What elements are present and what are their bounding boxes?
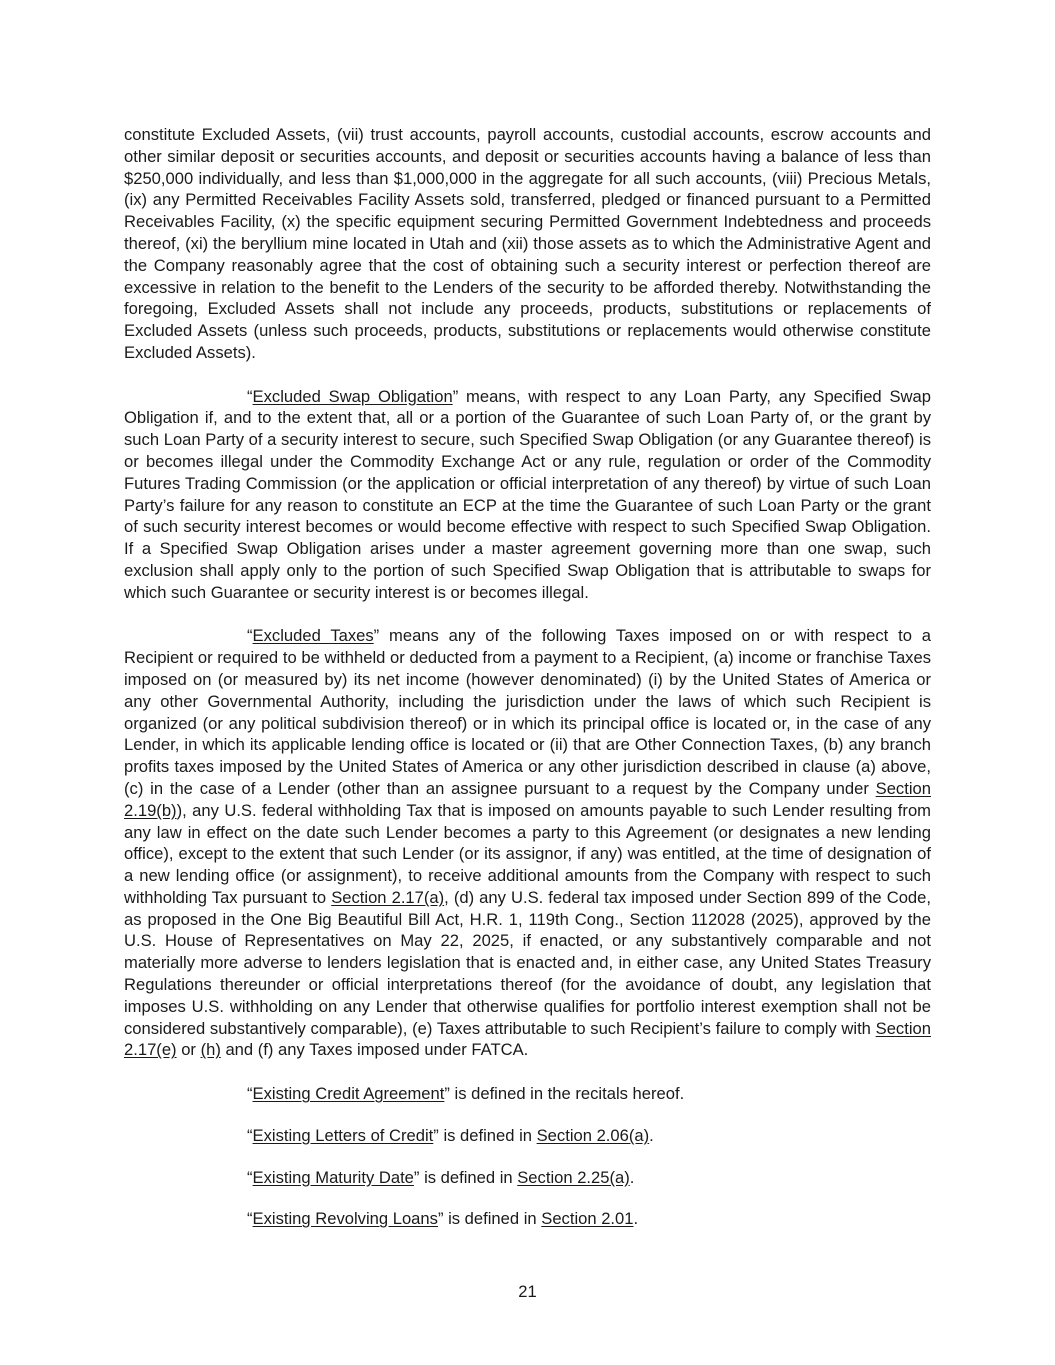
open-quote: “ bbox=[247, 386, 253, 406]
defined-term-excluded-swap-obligation: Excluded Swap Obligation bbox=[252, 386, 453, 406]
section-reference-2-17-e: Section 2.17(e) bbox=[124, 1018, 931, 1060]
sentence-end: . bbox=[649, 1125, 654, 1145]
excluded-assets-continuation: constitute Excluded Assets, (vii) trust accounts, payroll accounts, custodial accounts, escrow accounts and other similar deposit or securities accounts, and deposit or securities accounts having a balance of less than $250,000 individually, and less than $1,000,000 in the aggregate for all such accounts, (viii) Precious Metals, (ix) any Permitted Receivables Facility Assets sold, transferred, pledged or financed pursuant to a Permitted Receivables Facility, (x) the specific equipment securing Permitted Government Indebtedness and proceeds thereof, (xi) the beryllium mine located in Utah and (xii) those assets as to which the Administrative Agent and the Company reasonably agree that the cost of obtaining such a security interest or perfection thereof are excessive in relation to the benefit to the Lenders of the security to be afforded thereby. Notwithstanding the foregoing, Excluded Assets shall not include any proceeds, products, substitutions or replacements of Excluded Assets (unless such proceeds, products, substitutions or replacements would otherwise constitute Excluded Assets). bbox=[124, 125, 931, 362]
close-quote: ” bbox=[373, 626, 380, 646]
section-reference-2-06-a: Section 2.06(a) bbox=[536, 1125, 650, 1145]
existing-maturity-date-definition bbox=[124, 1167, 931, 1189]
definition-body-part-3: , (d) any U.S. federal tax imposed under Section 899 of the Code, as proposed in the One Big Beautiful Bill Act, H.R. 1, 119th Cong., Section 112028 (2025), approved by the U.S. House of Representatives on May 22, 2025, if enacted, or any substantively comparable and not materially more adverse to lenders legislation that is enacted and, in either case, any United States Treasury Regulations thereunder or official interpretations thereof (for the avoidance of doubt, any legislation that imposes U.S. withholding on any Lender that otherwise qualifies for portfolio interest exemption shall not be considered substantively comparable), (e) Taxes attributable to such Recipient’s failure to comply with bbox=[124, 887, 931, 1038]
existing-revolving-loans-definition bbox=[124, 1208, 931, 1230]
section-reference-h: (h) bbox=[200, 1040, 221, 1060]
section-reference-2-17-a: Section 2.17(a) bbox=[331, 887, 445, 907]
definition-body: is defined in bbox=[443, 1209, 542, 1229]
close-quote: ” bbox=[433, 1125, 439, 1145]
definition-body: is defined in bbox=[419, 1167, 518, 1187]
open-quote: “ bbox=[247, 626, 253, 646]
sentence-end: . bbox=[633, 1209, 639, 1229]
defined-term-existing-maturity-date: Existing Maturity Date bbox=[252, 1167, 414, 1187]
excluded-swap-obligation-definition bbox=[124, 386, 931, 604]
sentence-end: . bbox=[629, 1167, 635, 1187]
close-quote: ” bbox=[444, 1084, 450, 1104]
section-reference-2-19-b: Section 2.19(b) bbox=[124, 778, 931, 820]
close-quote: ” bbox=[437, 1209, 444, 1229]
excluded-taxes-definition bbox=[124, 625, 931, 1061]
definition-body: is defined in bbox=[438, 1125, 537, 1145]
open-quote: “ bbox=[247, 1209, 253, 1229]
definition-body-part-2: ), any U.S. federal withholding Tax that is imposed on amounts payable to such Lender resulting from any law in effect on the date such Lender becomes a party to this Agreement (or designates a new lending office), except to the extent that such Lender (or its assignor, if any) was entitled, at the time of designation of a new lending office (or assignment), to receive additional amounts from the Company with respect to such withholding Tax pursuant to bbox=[124, 800, 931, 907]
open-quote: “ bbox=[247, 1084, 253, 1104]
definition-body: is defined in the recitals hereof. bbox=[449, 1084, 685, 1104]
section-reference-2-01: Section 2.01 bbox=[541, 1209, 634, 1229]
close-quote: ” bbox=[413, 1167, 420, 1187]
open-quote: “ bbox=[247, 1167, 253, 1187]
existing-letters-of-credit-definition bbox=[124, 1125, 931, 1147]
definition-body-part-1: means any of the following Taxes imposed on or with respect to a Recipient or required to be withheld or deducted from a payment to a Recipient, (a) income or franchise Taxes imposed on (or measured by) its net income (however denominated) (i) by the United States of America or any other Governmental Authority, including the jurisdiction under the laws of which such Recipient is organized (or any political subdivision thereof) or in which its principal office is located or, in the case of any Lender, in which its applicable lending office is located or (ii) that are Other Connection Taxes, (b) any branch profits taxes imposed by the United States of America or any other jurisdiction described in clause (a) above, (c) in the case of a Lender (other than an assignee pursuant to a request by the Company under bbox=[124, 626, 931, 798]
page-number: 21 bbox=[518, 1282, 537, 1301]
defined-term-excluded-taxes: Excluded Taxes bbox=[252, 626, 374, 646]
defined-term-existing-revolving-loans: Existing Revolving Loans bbox=[252, 1209, 438, 1229]
definition-body-part-5: and (f) any Taxes imposed under FATCA. bbox=[220, 1040, 529, 1060]
open-quote: “ bbox=[247, 1125, 253, 1145]
close-quote: ” bbox=[452, 386, 459, 406]
definition-body: means, with respect to any Loan Party, any Specified Swap Obligation if, and to the extent that, all or a portion of the Guarantee of such Loan Party of, or the grant by such Loan Party of a security interest to secure, such Specified Swap Obligation (or any Guarantee thereof) is or becomes illegal under the Commodity Exchange Act or any rule, regulation or order of the Commodity Futures Trading Commission (or the application or official interpretation of any thereof) by virtue of such Loan Party’s failure for any reason to constitute an ECP at the time the Guarantee of such Loan Party or the grant of such security interest becomes or would become effective with respect to such Specified Swap Obligation. If a Specified Swap Obligation arises under a master agreement governing more than one swap, such exclusion shall apply only to the portion of such Specified Swap Obligation that is attributable to swaps for which such Guarantee or security interest is or becomes illegal. bbox=[124, 386, 931, 602]
section-reference-2-25-a: Section 2.25(a) bbox=[517, 1167, 630, 1187]
defined-term-existing-credit-agreement: Existing Credit Agreement bbox=[252, 1084, 445, 1104]
definition-body-part-4: or bbox=[176, 1040, 201, 1060]
defined-term-existing-letters-of-credit: Existing Letters of Credit bbox=[252, 1125, 434, 1145]
document-page bbox=[124, 124, 931, 1250]
existing-credit-agreement-definition bbox=[124, 1083, 931, 1105]
